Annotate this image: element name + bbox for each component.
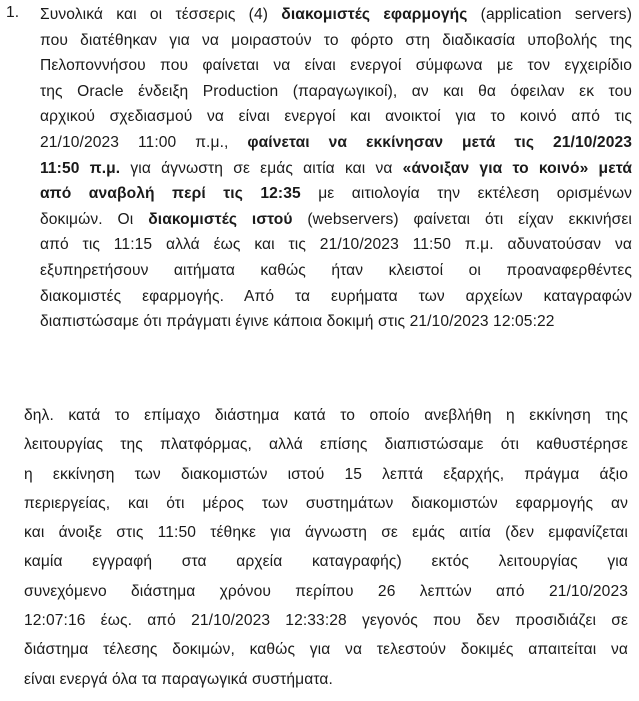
text-line: [40, 79, 632, 105]
text-segment: από τις 11:15 αλλά έως και τις 21/10/2023 11:50 π.μ. αδυνατούσαν να: [40, 236, 632, 254]
text-segment: για άγνωστη σε εμάς αιτία και να: [120, 159, 403, 177]
text-line: [24, 665, 628, 694]
text-line: [24, 606, 628, 635]
text-line: [40, 207, 632, 233]
text-segment: (application servers): [467, 6, 632, 23]
text-line: [24, 430, 628, 459]
text-line: [40, 258, 632, 284]
text-line: [40, 232, 632, 258]
text-segment: Πελοποννήσου που φαίνεται να είναι ενεργοί σύμφωνα με τον εγχειρίδιο: [40, 57, 632, 75]
text-segment: διάστημα τέλεσης δοκιμών, καθώς για να τελεστούν δοκιμές απαιτείται να: [24, 641, 628, 659]
text-segment: με αιτιολογία την εκτέλεση ορισμένων: [300, 185, 632, 203]
text-segment: η εκκίνηση των διακομιστών ιστού 15 λεπτά εξαρχής, πράγμα άξιο: [24, 465, 628, 483]
text-segment: δηλ. κατά το επίμαχο διάστημα κατά το οποίο ανεβλήθη η εκκίνηση της: [24, 407, 628, 424]
text-segment: της Oracle ένδειξη Production (παραγωγικοί), αν και θα όφειλαν εκ του: [40, 82, 632, 100]
text-segment: καμία εγγραφή στα αρχεία καταγραφής) εκτός λειτουργίας για: [24, 553, 628, 571]
text-segment: Συνολικά και οι τέσσερις (4): [40, 6, 282, 23]
text-line: [24, 489, 628, 518]
text-segment: είναι ενεργά όλα τα παραγωγικά συστήματα.: [24, 670, 333, 688]
text-line: [24, 518, 628, 547]
bold-text-segment: από αναβολή περί τις 12:35: [40, 185, 301, 203]
paragraph-first: [40, 2, 632, 335]
paragraph-second: [24, 401, 628, 694]
text-segment: αρχικού σχεδιασμού να είναι ενεργοί και ανοικτοί για το κοινό από τις: [40, 108, 632, 126]
text-line: [40, 130, 632, 156]
text-line: [40, 309, 632, 335]
text-line: [24, 577, 628, 606]
text-line: [24, 635, 628, 664]
text-segment: περιεργείας, και ότι μέρος των συστημάτων διακομιστών εφαρμογής αν: [24, 494, 628, 512]
bold-text-segment: διακομιστές εφαρμογής: [281, 6, 468, 23]
text-line: [40, 284, 632, 310]
text-segment: που διατέθηκαν για να μοιραστούν το φόρτο στη διαδικασία υποβολής της: [40, 31, 632, 49]
text-segment: δοκιμών. Οι: [40, 210, 149, 228]
text-segment: εξυπηρετήσουν αιτήματα καθώς ήταν κλειστοί οι προαναφερθέντες: [40, 261, 632, 279]
text-segment: λειτουργίας της πλατφόρμας, αλλά επίσης διαπιστώσαμε ότι καθυστέρησε: [24, 436, 628, 454]
text-line: [40, 156, 632, 182]
bold-text-segment: 11:50 π.μ.: [40, 159, 121, 177]
text-line: [24, 460, 628, 489]
text-segment: 21/10/2023 11:00 π.μ.,: [40, 133, 248, 151]
bold-text-segment: «άνοιξαν για το κοινό» μετά: [402, 159, 632, 177]
text-segment: (webservers) φαίνεται ότι είχαν εκκινήσει: [292, 210, 632, 228]
text-segment: διαπιστώσαμε ότι πράγματι έγινε κάποια δοκιμή στις 21/10/2023 12:05:22: [40, 313, 555, 331]
text-segment: συνεχόμενο διάστημα χρόνου περίπου 26 λεπτών από 21/10/2023: [24, 582, 628, 600]
text-line: [40, 53, 632, 79]
text-line: [40, 104, 632, 130]
bold-text-segment: φαίνεται να εκκίνησαν μετά τις 21/10/2023: [247, 133, 632, 151]
text-segment: διακομιστές εφαρμογής. Από τα ευρήματα των αρχείων καταγραφών: [40, 287, 632, 305]
text-line: [40, 28, 632, 54]
bold-text-segment: διακομιστές ιστού: [148, 210, 293, 228]
list-item-number: 1.: [6, 4, 20, 21]
text-segment: και άνοιξε στις 11:50 τέθηκε για άγνωστη σε εμάς αιτία (δεν εμφανίζεται: [24, 524, 628, 542]
text-line: [24, 547, 628, 576]
text-line: [24, 401, 628, 430]
text-line: [40, 181, 632, 207]
text-segment: 12:07:16 έως. από 21/10/2023 12:33:28 γεγονός που δεν προσιδιάζει σε: [24, 612, 628, 630]
text-line: [40, 2, 632, 28]
